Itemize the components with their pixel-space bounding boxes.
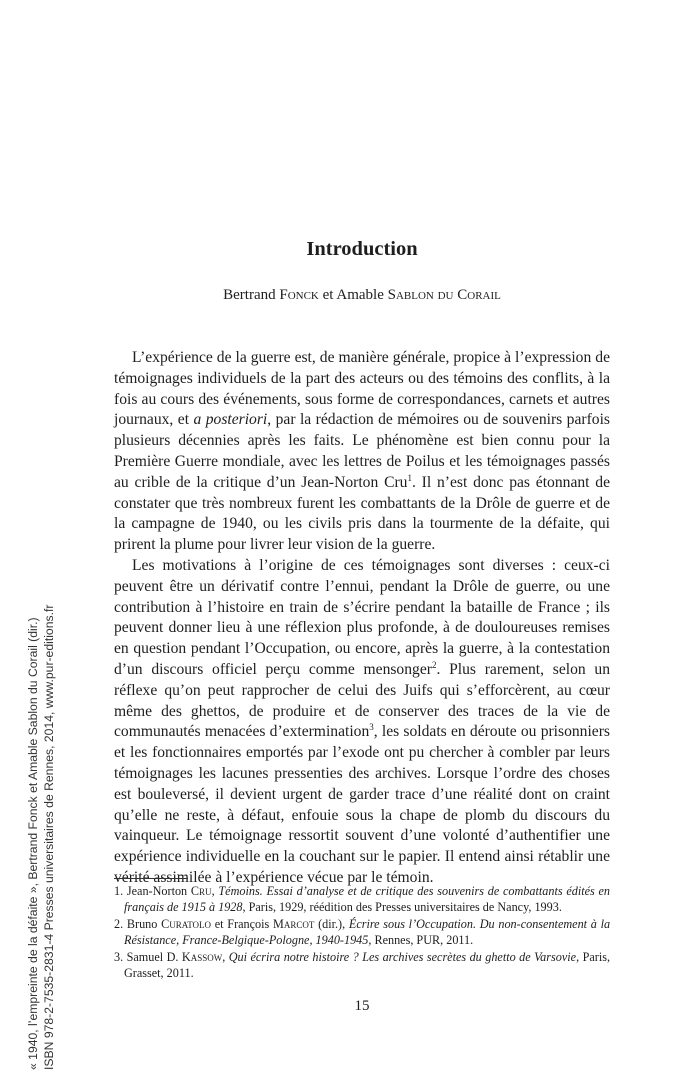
page-number: 15 — [354, 998, 370, 1014]
paragraph-1 — [114, 348, 610, 556]
footnote-joiner: et — [211, 917, 228, 932]
footnote-number: 2. — [114, 917, 124, 932]
footnote-number: 1. — [114, 884, 124, 898]
paragraph-text: . Plus rarement, selon un réflexe qu’on peut rapprocher de celui des Juifs qui s’efforcèrent, au cœur même des ghettos, de produire et de conserver des traces de la vie de communautés menacées d’extermination — [114, 660, 610, 741]
paragraph-text: . Il n’est donc pas étonnant de constater que très nombreux furent les combattants de la Drôle de guerre et de la campagne de 1940, ou les civils pris dans la tourmente de la défaite, qui prirent la plume pour livrer leur vision de la guerre. — [114, 473, 611, 554]
paragraph-text: , par la rédaction de mémoires ou de souvenirs parfois plusieurs décennies après les faits. Le phénomène est bien connu pour la Première Guerre mondiale, avec les lettres de Poilus et les témoignages passés au crible de la critique d’un Jean-Norton Cru — [114, 411, 610, 491]
author-1-last-name: Fonck — [279, 287, 319, 303]
footnote-number: 3. — [114, 950, 124, 965]
footnote-1 — [114, 884, 610, 915]
footnote-author-first: Jean-Norton — [126, 884, 188, 898]
footnote-separator-text: , — [222, 950, 229, 965]
authors-conjunction: et — [322, 287, 334, 303]
author-1-first-name: Bertrand — [223, 287, 276, 303]
author-2-first-name: Amable — [336, 287, 384, 303]
body-text — [114, 348, 610, 889]
footnote-author-last: Kassow — [181, 950, 223, 965]
footnote-ref-2[interactable]: 2 — [431, 659, 437, 670]
footnote-work-title: Écrire sous l’Occupation. Du non-consentement à la Résistance, France-Belgique-Pologne, 1940-1945 — [124, 917, 611, 947]
footnote-author-first: Samuel D. — [126, 950, 179, 965]
page-title: Introduction — [306, 238, 418, 260]
paragraph-2 — [114, 556, 610, 889]
footnote-author-first: François — [227, 917, 270, 932]
footnote-2 — [114, 917, 610, 948]
footnote-separator — [114, 878, 188, 879]
footnote-separator-text: , — [211, 884, 219, 898]
author-2-last-name: Sablon du Corail — [387, 287, 501, 303]
caption-line-book: « 1940, l’empreinte de la défaite », Bertrand Fonck et Amable Sablon du Corail (dir.) — [26, 617, 40, 1070]
footnote-3 — [114, 950, 610, 981]
footnote-publication: , Rennes, PUR, 2011. — [368, 932, 474, 947]
footnote-publication: , Paris, Grasset, 2011. — [124, 950, 610, 980]
footnote-author-last: Cru — [190, 884, 212, 898]
footnote-publication: , Paris, 1929, réédition des Presses universitaires de Nancy, 1993. — [242, 899, 562, 914]
footnote-ref-3[interactable]: 3 — [369, 722, 374, 733]
footnote-work-title: Qui écrira notre histoire ? Les archives secrètes du ghetto de Varsovie — [228, 950, 577, 965]
footnote-ref-1[interactable]: 1 — [407, 472, 412, 483]
footnote-editor-mark: (dir.), — [314, 917, 349, 932]
footnote-work-title: Témoins. Essai d’analyse et de critique des souvenirs de combattants édités en français de 1915 à 1928 — [124, 884, 611, 914]
side-copyright-caption — [26, 605, 57, 1070]
footnote-author-last: Curatolo — [161, 917, 212, 932]
paragraph-text: L’expérience de la guerre est, de manière générale, propice à l’expression de témoignages individuels de la part des acteurs ou des témoins des conflits, à la fois au cours des événements, sous forme de correspondances, carnets et autres journaux, et — [114, 349, 610, 429]
caption-line-isbn: ISBN 978-2-7535-2831-4 Presses universitaires de Rennes, 2014, www.pur-editions.fr — [41, 604, 56, 1070]
emphasis-text: a posteriori — [193, 411, 268, 429]
footnote-author-last: Marcot — [273, 917, 315, 932]
footnote-author-first: Bruno — [126, 917, 158, 932]
paragraph-text: , les soldats en déroute ou prisonniers et les fonctionnaires emportés par l’exode ont pu chercher à combler par leurs témoignages les lacunes pressenties des archives. Lorsque l’ordre des choses est bouleversé, il devient urgent de garder trace d’une réalité dont on craint qu’elle ne reste, à défaut, enfouie sous la chape de plomb du discours du vainqueur. Le témoignage ressortit souvent d’une volonté d’authentifier une expérience individuelle en la couchant sur le papier. Il entend ainsi rétablir une vérité assimilée à l’expérience vécue par le témoin. — [114, 723, 610, 886]
chapter-authors — [112, 287, 612, 304]
paragraph-text: Les motivations à l’origine de ces témoignages sont diverses : ceux-ci peuvent être un dérivatif contre l’ennui, pendant la Drôle de guerre, ou une contribution à l’histoire en train de s’écrire pendant la bataille de France ; ils peuvent donner lieu à une réflexion plus profonde, à de douloureuses remises en question pendant l’Occupation, ou encore, après la guerre, à la contestation d’un discours officiel perçu comme mensonger — [114, 556, 610, 678]
footnotes — [114, 884, 610, 984]
